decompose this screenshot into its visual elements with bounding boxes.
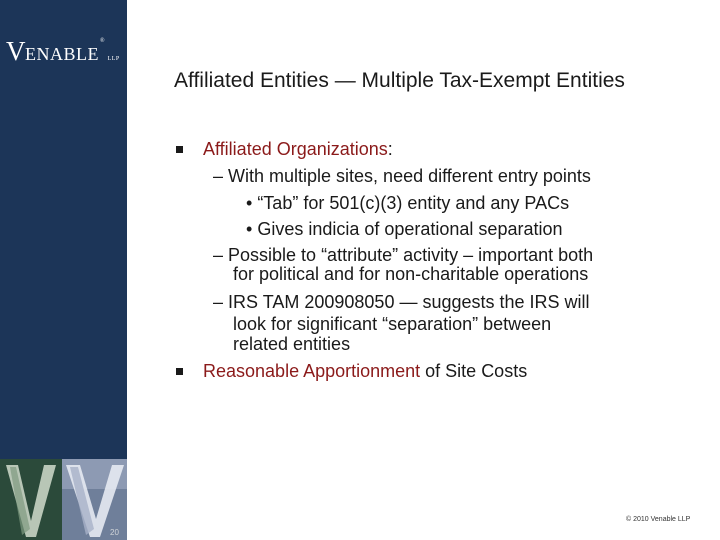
dash-item: – IRS TAM 200908050 — suggests the IRS will xyxy=(213,292,590,312)
dash-item-text: With multiple sites, need different entry points xyxy=(228,166,591,186)
bullet-heading-suffix: : xyxy=(387,139,393,159)
logo-registered-mark: ® xyxy=(100,38,105,44)
dash-item: – With multiple sites, need different entry points xyxy=(213,166,591,186)
dash-item-text: IRS TAM 200908050 — suggests the IRS will xyxy=(228,292,590,312)
copyright-footer: © 2010 Venable LLP xyxy=(626,516,691,523)
dash-item-continuation: related entities xyxy=(233,334,351,354)
slide-title: Affiliated Entities — Multiple Tax-Exempt Entities xyxy=(174,69,625,92)
square-bullet-icon xyxy=(176,146,183,153)
logo-llp: LLP xyxy=(107,56,120,62)
square-bullet-icon xyxy=(176,368,183,375)
dash-item-text: Possible to “attribute” activity – important both xyxy=(228,245,594,265)
bullet-heading-line xyxy=(203,361,527,381)
logo-wordmark: ENABLE xyxy=(25,44,99,64)
dot-item: • Gives indicia of operational separation xyxy=(246,219,563,239)
dash-item-continuation: for political and for non-charitable operations xyxy=(233,264,589,284)
bullet-heading: Reasonable Apportionment xyxy=(203,361,421,381)
bullet-heading-line xyxy=(203,139,393,159)
logo-initial: V xyxy=(6,36,25,66)
dash-item: – Possible to “attribute” activity – important both xyxy=(213,245,594,265)
dot-item-text: Gives indicia of operational separation xyxy=(257,219,563,239)
dash-item-continuation: look for significant “separation” between xyxy=(233,314,552,334)
dot-item: • “Tab” for 501(c)(3) entity and any PACs xyxy=(246,193,570,213)
bullet-heading: Affiliated Organizations xyxy=(203,139,388,159)
dot-item-text: “Tab” for 501(c)(3) entity and any PACs xyxy=(257,193,570,213)
bullet-heading-suffix: of Site Costs xyxy=(420,361,528,381)
page-number: 20 xyxy=(110,528,119,537)
